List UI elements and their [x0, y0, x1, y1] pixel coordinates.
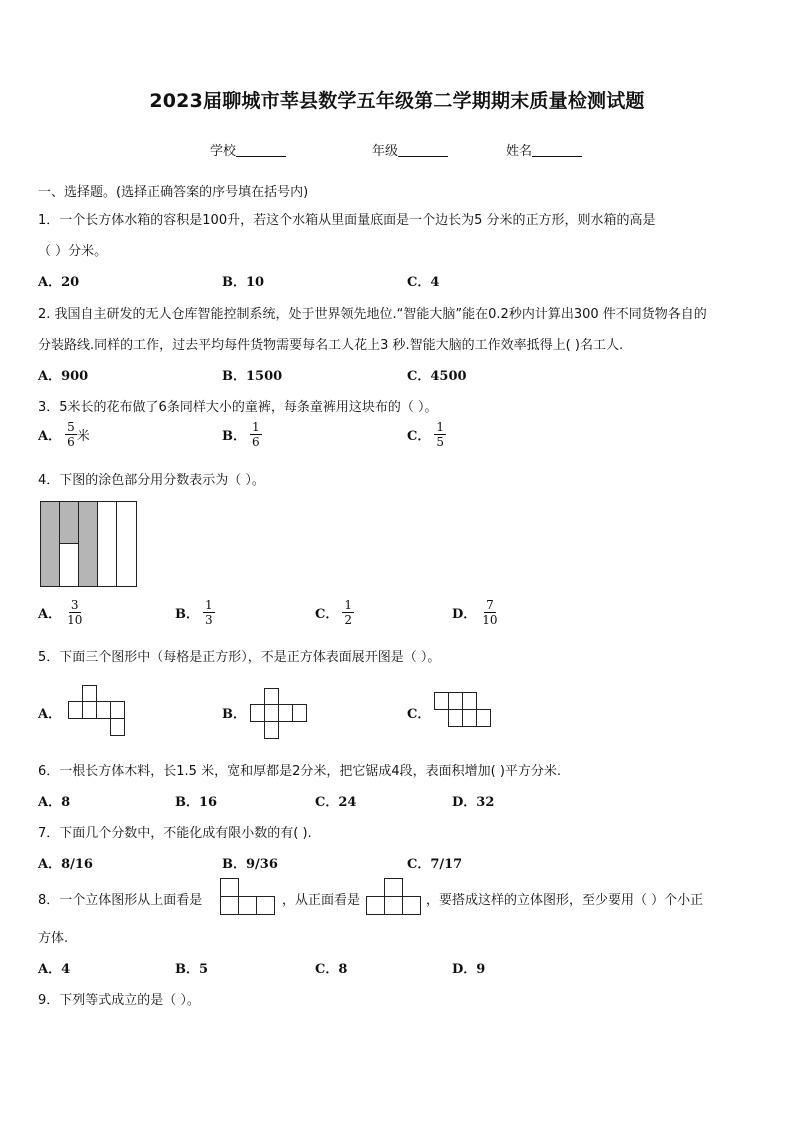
q8-text-line1-part2: ，从正面看是 — [282, 893, 361, 908]
school-blank — [236, 143, 286, 157]
q6-option-a: A．8 — [38, 795, 71, 810]
q2-option-a: A．900 — [38, 369, 89, 384]
q3-text: 3．5米长的花布做了6条同样大小的童裤，每条童裤用这块布的（ ）。 — [38, 400, 438, 415]
fraction-denominator: 6 — [67, 435, 75, 449]
shaded-half-strip — [60, 502, 79, 544]
q5-text: 5．下面三个图形中（每格是正方形），不是正方体表面展开图是（ ）。 — [38, 650, 441, 665]
q4-option-c — [315, 598, 354, 627]
q4-option-d-fraction — [480, 598, 499, 627]
q8-text-line1-part1: 8．一个立体图形从上面看是 — [38, 893, 203, 908]
q4-text: 4．下图的涂色部分用分数表示为（ ）。 — [38, 473, 265, 488]
q3-option-b-label: B． — [222, 429, 246, 444]
unshaded-strip — [98, 502, 117, 587]
fraction-denominator: 6 — [252, 435, 260, 449]
q8-text-line1-part3: ，要搭成这样的立体图形，至少要用（ ）个小正 — [426, 893, 704, 908]
q8-text-line2: 方体. — [38, 931, 69, 946]
q1-text-line2: （ ）分米。 — [38, 244, 108, 259]
q4-option-d-label: D． — [452, 607, 477, 622]
q3-option-b — [222, 420, 262, 449]
q5-option-b-label: B． — [222, 707, 246, 722]
q4-option-a-label: A． — [38, 607, 62, 622]
q3-option-c-fraction — [434, 420, 446, 449]
q3-option-c-label: C． — [407, 429, 431, 444]
q8-top-view-figure — [220, 878, 278, 918]
q6-option-d: D．32 — [452, 795, 495, 810]
q2-text-line1: 2. 我国自主研发的无人仓库智能控制系统，处于世界领先地位.“智能大脑”能在0.2秒内计算出300 件不同货物各自的 — [38, 307, 707, 322]
section-heading: 一、选择题。(选择正确答案的序号填在括号内) — [38, 185, 309, 200]
q3-option-a-unit: 米 — [76, 429, 90, 444]
q4-option-c-fraction — [342, 598, 354, 627]
q2-option-c: C．4500 — [407, 369, 467, 384]
q3-option-c — [407, 420, 446, 449]
fraction-numerator: 7 — [486, 598, 494, 612]
school-label: 学校 — [210, 144, 237, 159]
q3-option-a-label: A． — [38, 429, 62, 444]
q3-option-a — [38, 420, 90, 449]
fraction-numerator: 5 — [67, 420, 75, 434]
q5-net-a — [68, 685, 128, 737]
shaded-strip — [79, 502, 98, 587]
grade-blank — [398, 143, 448, 157]
fraction-denominator: 5 — [436, 435, 444, 449]
q7-option-c: C．7/17 — [407, 857, 463, 872]
q3-option-a-fraction — [65, 420, 77, 449]
fraction-denominator: 2 — [344, 613, 352, 627]
q4-option-b-fraction — [203, 598, 215, 627]
q8-option-a: A．4 — [38, 962, 71, 977]
shaded-strip — [41, 502, 60, 587]
name-field — [506, 140, 582, 159]
q5-option-a-label: A． — [38, 707, 62, 722]
q3-option-b-fraction — [250, 420, 262, 449]
q4-option-a-fraction — [65, 598, 84, 627]
unshaded-strip — [117, 502, 137, 587]
q6-text: 6．一根长方体木料，长1.5 米，宽和厚都是2分米，把它锯成4段，表面积增加( )平方分米. — [38, 764, 562, 779]
fraction-denominator: 10 — [482, 613, 498, 627]
q7-text: 7．下面几个分数中，不能化成有限小数的有( ). — [38, 826, 312, 841]
q9-text: 9．下列等式成立的是（ ）。 — [38, 993, 200, 1008]
q2-text-line2: 分装路线.同样的工作，过去平均每件货物需要每名工人花上3 秒.智能大脑的工作效率抵得上( )名工人. — [38, 338, 624, 353]
q4-shaded-figure — [40, 501, 138, 587]
fraction-numerator: 3 — [70, 598, 79, 612]
grade-label: 年级 — [372, 144, 399, 159]
unshaded-half-strip — [60, 544, 79, 587]
grade-field — [372, 140, 448, 159]
q4-option-b — [175, 598, 215, 627]
q8-option-b: B．5 — [175, 962, 209, 977]
fraction-numerator: 1 — [252, 420, 260, 434]
fraction-denominator: 3 — [205, 613, 213, 627]
q6-option-b: B．16 — [175, 795, 218, 810]
q8-front-view-figure — [366, 878, 424, 918]
school-field — [210, 140, 286, 159]
name-blank — [532, 143, 582, 157]
q6-option-c: C．24 — [315, 795, 357, 810]
q5-option-c-label: C． — [407, 707, 431, 722]
q5-net-c — [434, 692, 494, 730]
q4-option-b-label: B． — [175, 607, 199, 622]
page-title: 2023届聊城市莘县数学五年级第二学期期末质量检测试题 — [149, 90, 645, 112]
q7-option-a: A．8/16 — [38, 857, 93, 872]
q1-option-a: A．20 — [38, 275, 80, 290]
q1-option-b: B．10 — [222, 275, 265, 290]
q2-option-b: B．1500 — [222, 369, 283, 384]
q4-option-c-label: C． — [315, 607, 339, 622]
q4-option-d — [452, 598, 500, 627]
q1-option-c: C．4 — [407, 275, 440, 290]
q5-net-b — [250, 688, 310, 740]
q7-option-b: B．9/36 — [222, 857, 278, 872]
fraction-numerator: 1 — [436, 420, 444, 434]
q1-text-line1: 1．一个长方体水箱的容积是100升，若这个水箱从里面量底面是一个边长为5 分米的正方形，则水箱的高是 — [38, 213, 656, 228]
name-label: 姓名 — [506, 144, 533, 159]
fraction-numerator: 1 — [344, 598, 352, 612]
fraction-numerator: 1 — [205, 598, 213, 612]
q8-option-c: C．8 — [315, 962, 348, 977]
fraction-denominator: 10 — [67, 613, 83, 627]
q4-option-a — [38, 598, 84, 627]
q8-option-d: D．9 — [452, 962, 486, 977]
